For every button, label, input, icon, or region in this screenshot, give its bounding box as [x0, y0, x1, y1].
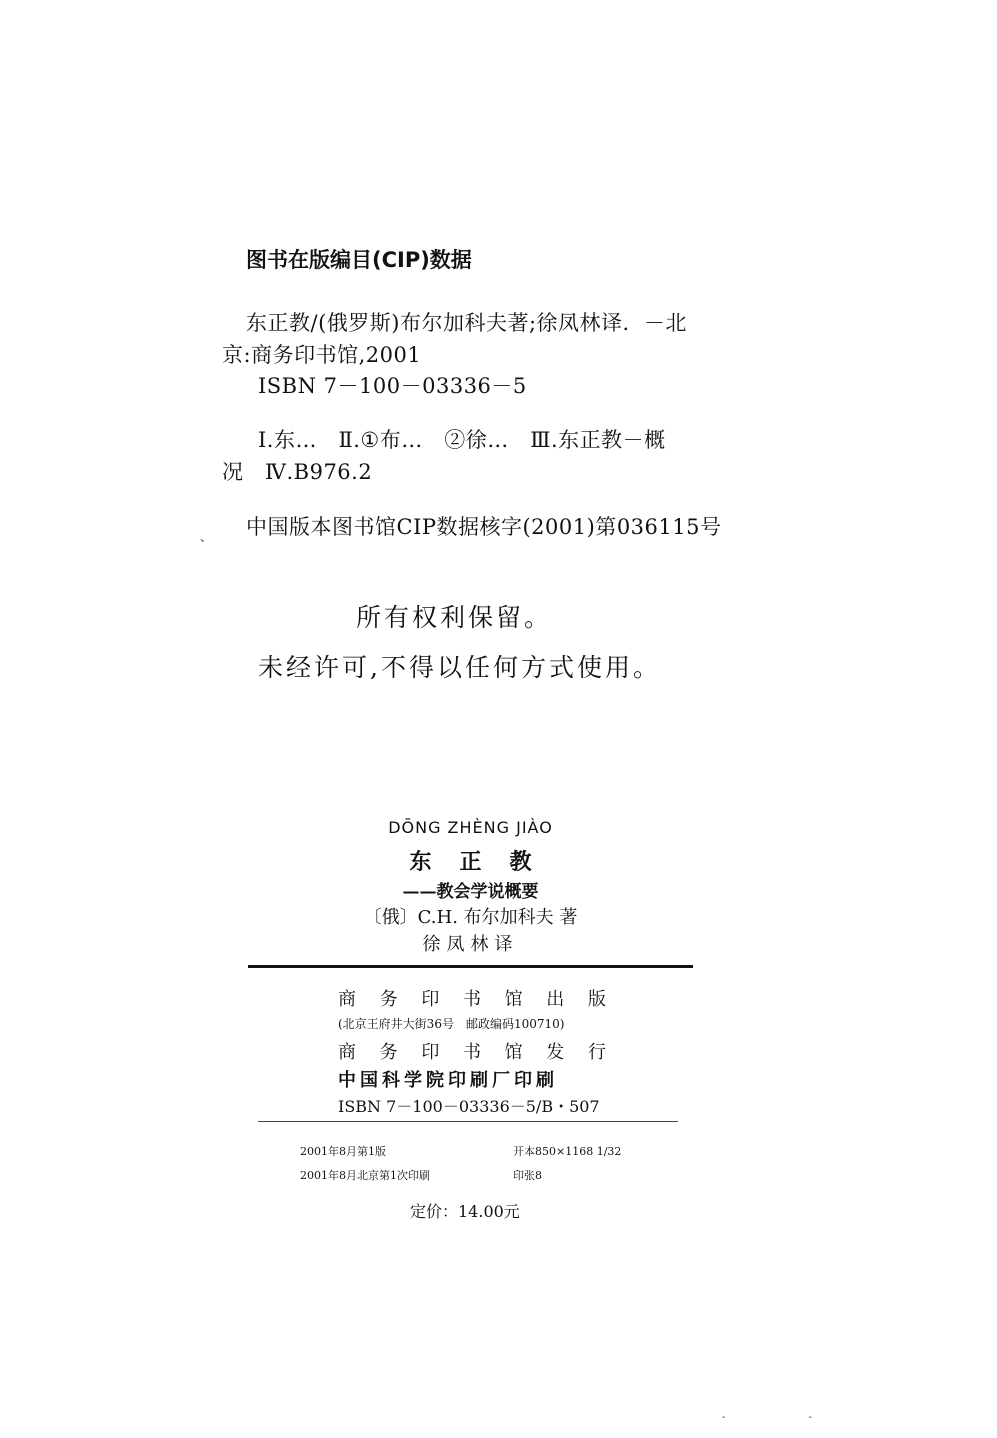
price: 定价：14.00元 — [410, 1202, 520, 1221]
stray-mark: 、 — [200, 530, 213, 544]
cip-heading: 图书在版编目(CIP)数据 — [246, 248, 472, 272]
rights-reserved-line: 所有权利保留。 — [356, 603, 553, 632]
distributor-char: 发 — [546, 1042, 565, 1063]
cip-classification-line-1: Ⅰ.东… Ⅱ.①布… ②徐… Ⅲ.东正教－概 — [258, 428, 666, 452]
full-isbn: ISBN 7－100－03336－5/B・507 — [338, 1097, 600, 1116]
publisher-char: 务 — [379, 989, 398, 1010]
publisher-char: 馆 — [504, 989, 523, 1010]
rights-permission-line: 未经许可,不得以任何方式使用。 — [258, 653, 661, 682]
edition-date: 2001年8月第1版 — [300, 1145, 386, 1158]
printed-sheets: 印张8 — [513, 1169, 542, 1182]
format-size: 开本850×1168 1/32 — [513, 1145, 622, 1158]
distributor-char: 行 — [587, 1042, 606, 1063]
author-line: 〔俄〕C.H. 布尔加科夫 著 — [363, 907, 578, 928]
printer-line: 中国科学院印刷厂印刷 — [338, 1070, 558, 1091]
distributor-char: 务 — [379, 1042, 398, 1063]
pinyin-title: DŌNG ZHÈNG JIÀO — [388, 818, 553, 837]
book-title: 东正教 — [409, 849, 560, 875]
cip-entry-line-2: 京:商务印书馆,2001 — [222, 343, 422, 367]
publisher-char: 版 — [587, 989, 606, 1010]
publisher-char: 商 — [338, 989, 356, 1010]
publisher-char: 书 — [462, 989, 481, 1010]
cip-isbn: ISBN 7－100－03336－5 — [258, 374, 527, 398]
publisher-char: 印 — [421, 989, 440, 1010]
colophon-divider-thick — [248, 965, 693, 968]
distributor-char: 书 — [462, 1042, 481, 1063]
colophon-divider-thin — [258, 1121, 678, 1122]
distributor-line — [338, 1038, 606, 1064]
cip-classification-line-2: 况 Ⅳ.B976.2 — [222, 460, 373, 484]
distributor-char: 商 — [338, 1042, 356, 1063]
publisher-line — [338, 985, 606, 1011]
book-subtitle: ——教会学说概要 — [402, 882, 539, 902]
publisher-char: 出 — [546, 989, 565, 1010]
cip-verification-number: 中国版本图书馆CIP数据核字(2001)第036115号 — [246, 515, 722, 539]
corner-marks: - - — [722, 1412, 852, 1423]
cip-entry-line-1: 东正教/(俄罗斯)布尔加科夫著;徐凤林译．－北 — [246, 311, 688, 335]
translator-line: 徐凤林译 — [422, 934, 519, 955]
distributor-char: 印 — [421, 1042, 440, 1063]
printing-date: 2001年8月北京第1次印刷 — [300, 1169, 430, 1182]
distributor-char: 馆 — [504, 1042, 523, 1063]
publisher-address: (北京王府井大街36号 邮政编码100710) — [338, 1017, 565, 1031]
